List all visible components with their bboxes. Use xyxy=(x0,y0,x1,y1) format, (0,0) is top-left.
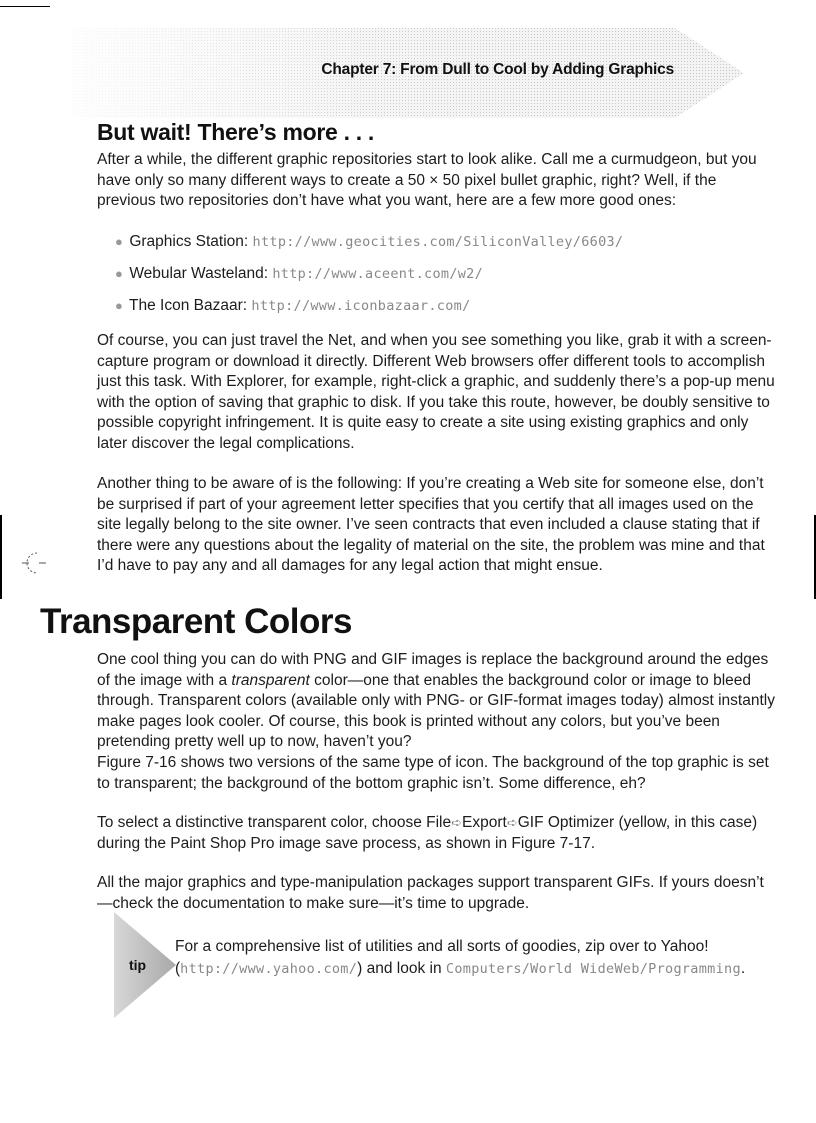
corner-rule xyxy=(0,6,50,7)
list-item xyxy=(115,296,623,328)
transparent-colors-heading: Transparent Colors xyxy=(40,602,352,641)
bullet-icon: ● xyxy=(115,266,123,281)
bullet-icon: ● xyxy=(115,298,123,313)
agreement-paragraph: Another thing to be aware of is the following: If you’re creating a Web site for someone else, don’t be surprised if part of your agreement letter specifies that you certify that all images used on the site legally belong to the site owner. I’ve seen contracts that even included a clause stating that if there were any questions about the legality of material on the site, the problem was mine and that I’d have to pay any and all damages for any legal action that might ensue. xyxy=(97,475,765,574)
margin-mark-left xyxy=(0,515,2,599)
repository-url[interactable]: http://www.aceent.com/w2/ xyxy=(272,266,484,282)
list-item xyxy=(115,232,623,264)
repository-url[interactable]: http://www.iconbazaar.com/ xyxy=(251,298,471,314)
screen-capture-paragraph: Of course, you can just travel the Net, and when you see something you like, grab it with a screen-capture program or download it directly. Different Web browsers offer different tools to accomplish just this task. With Explorer, for example, right-click a graphic, and suddenly there’s a pop-up menu with the option of saving that graphic to disk. If you take this route, however, be doubly sensitive to possible copyright infringement. It is quite easy to create a site using existing graphics and only later discover the legal complications. xyxy=(97,332,775,452)
menu-arrow-icon: ➪ xyxy=(506,815,518,830)
menu-arrow-icon: ➪ xyxy=(451,815,462,830)
chapter-header-banner xyxy=(72,28,744,118)
repository-list xyxy=(115,232,623,328)
figure-paragraph: Figure 7-16 shows two versions of the same type of icon. The background of the top graphic is set to transparent; the background of the bottom graphic isn’t. Some difference, eh? xyxy=(97,754,769,792)
repository-name: The Icon Bazaar: xyxy=(129,297,248,314)
repository-name: Webular Wasteland: xyxy=(129,265,269,282)
repository-name: Graphics Station: xyxy=(129,233,249,250)
section-heading: But wait! There’s more . . . xyxy=(97,119,375,145)
transparent-intro-paragraph: One cool thing you can do with PNG and GIF images is replace the background around the edges of the image with a transparent color—one that enables the background color or image to bleed through. Transparent colors (available only with PNG- or GIF-format images today) almost instantly make pages look cooler. Of course, this book is printed without any colors, but you’ve been pretending pretty well up to now, haven’t you? xyxy=(97,651,775,750)
yahoo-category-path: Computers/World WideWeb/Programming xyxy=(445,961,741,977)
intro-paragraph: After a while, the different graphic repositories start to look alike. Call me a curmudgeon, but you have only so many different ways to create a 50 × 50 pixel bullet graphic, right? Well, if the previous two repositories don’t have what you want, here are a few more good ones: xyxy=(97,151,757,209)
chapter-title: Chapter 7: From Dull to Cool by Adding Graphics xyxy=(321,61,674,78)
upgrade-paragraph: All the major graphics and type-manipulation packages support transparent GIFs. If yours doesn’t—check the documentation to make sure—it’s time to upgrade. xyxy=(97,874,764,912)
tip-text: For a comprehensive list of utilities and all sorts of goodies, zip over to Yahoo! (http://www.yahoo.com/) and look in Computers/World WideWeb/Programming. xyxy=(175,938,746,977)
yahoo-url[interactable]: http://www.yahoo.com/ xyxy=(180,961,358,977)
list-item xyxy=(115,264,623,296)
menu-path-paragraph: To select a distinctive transparent color, choose File➪Export➪GIF Optimizer (yellow, in this case) during the Paint Shop Pro image save process, as shown in Figure 7-17. xyxy=(97,814,758,852)
tip-label: tip xyxy=(129,957,147,973)
bullet-icon: ● xyxy=(115,234,123,249)
crop-mark-icon xyxy=(22,551,46,575)
repository-url[interactable]: http://www.geocities.com/SiliconValley/6603/ xyxy=(252,234,624,250)
